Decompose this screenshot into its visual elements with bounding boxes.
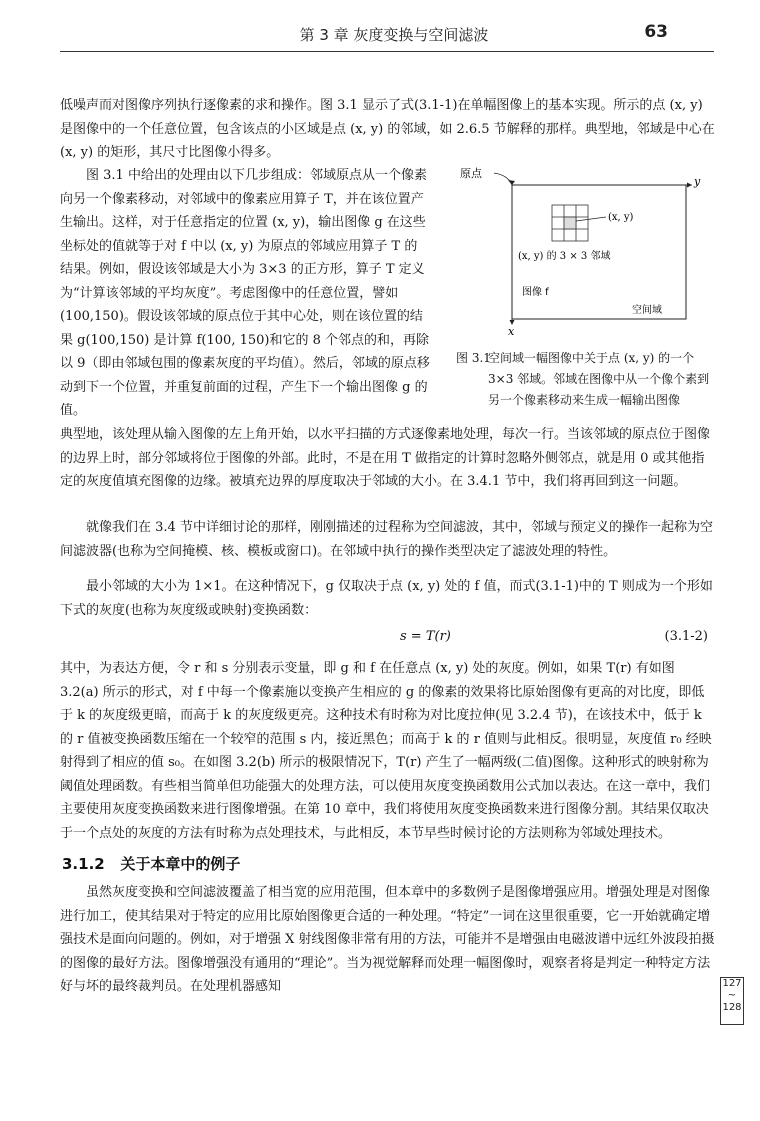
equation-formula: s = T(r) bbox=[400, 629, 451, 644]
caption-label: 图 3.1 bbox=[456, 351, 491, 365]
paragraph-1 bbox=[60, 94, 716, 165]
origin-label: 原点 bbox=[460, 167, 482, 180]
paragraph-4 bbox=[60, 575, 716, 622]
domain-label: 空间域 bbox=[632, 305, 662, 316]
chapter-title: 第 3 章 灰度变换与空间滤波 bbox=[299, 26, 489, 44]
paragraph-5-text: 其中，为表达方便，令 r 和 s 分别表示变量，即 g 和 f 在任意点 (x, y) 处的灰度。例如，如果 T(r) 有如图 3.2(a) 所示的形式，对 f 中每一个像素施以变换产生相应的 g 的像素的效果将比原始图像有更高的对比度，即低于 k 的灰度级更暗，而高于 k 的灰度级更亮。这种技术有时称为对比度拉伸(见 3.2.4 节)，在该技术中，低于 k 的 r 值被变换函数压缩在一个较窄的范围 s 内，接近黑色；而高于 k 的 r 值则与此相反。很明显，灰度值 r₀ 经映射得到了相应的值 s₀。在如图 3.2(b) 所示的极限情况下，T(r) 产生了一幅两级(二值)图像。这种形式的映射称为阈值处理函数。有些相当简单但功能强大的处理方法，可以使用灰度变换函数用公式加以表达。在这一章中，我们主要使用灰度变换函数来进行图像增强。在第 10 章中，我们将使用灰度变换函数来进行图像分割。其结果仅取决于一个点处的灰度的方法有时称为点处理技术，与此相反，本节早些时候讨论的方法则称为邻域处理技术。 bbox=[60, 661, 712, 841]
margin-page-bottom: 128 bbox=[722, 1002, 742, 1013]
paragraph-2a bbox=[60, 164, 430, 423]
paragraph-1-text: 低噪声而对图像序列执行逐像素的求和操作。图 3.1 显示了式(3.1-1)在单幅图像上的基本实现。所示的点 (x, y) 是图像中的一个任意位置，包含该点的小区域是点 (x, y) 的邻域，如 2.6.5 节解释的那样。典型地，邻域是中心在 (x, y) 的矩形，其尺寸比图像小得多。 bbox=[60, 98, 715, 160]
paragraph-2b bbox=[60, 423, 716, 494]
paragraph-2a-text: 图 3.1 中给出的处理由以下几步组成：邻域原点从一个像素向另一个像素移动，对邻域中的像素应用算子 T，并在该位置产生输出。这样，对于任意指定的位置 (x, y)，输出图像 g 在这些坐标处的值就等于对 f 中以 (x, y) 为原点的邻域应用算子 T 的结果。例如，假设该邻域是大小为 3×3 的正方形，算子 T 定义为“计算该邻域的平均灰度”。考虑图像中的任意位置，譬如 (100,150)。假设该邻域的原点位于其中心处，则在该位置的结果 g(100,150) 是计算 f(100, 150)和它的 8 个邻点的和，再除以 9（即由邻域包围的像素灰度的平均值）。然后，邻域的原点移动到下一个位置，并重复前面的过程，产生下一个输出图像 g 的值。 bbox=[60, 168, 430, 418]
image-label: 图像 f bbox=[522, 287, 549, 298]
paragraph-2b-text: 典型地，该处理从输入图像的左上角开始，以水平扫描的方式逐像素地处理，每次一行。当该邻域的原点位于图像的边界上时，部分邻域将位于图像的外部。此时，不是在用 T 做指定的计算时忽略外侧邻点，就是用 0 或其他指定的灰度值填充图像的边缘。被填充边界的厚度取决于邻域的大小。在 3.4.1 节中，我们将再回到这一问题。 bbox=[60, 427, 711, 489]
paragraph-6 bbox=[60, 881, 716, 999]
origin-arrowhead bbox=[508, 180, 515, 185]
paragraph-3 bbox=[60, 516, 716, 563]
neighborhood-grid bbox=[552, 205, 588, 241]
caption-text: 空间域一幅图像中关于点 (x, y) 的一个 3×3 邻域。邻域在图像中从一个像个素到另一个像素移动来生成一幅输出图像 bbox=[488, 351, 710, 407]
page-number: 63 bbox=[644, 22, 668, 42]
equation-3-1-2 bbox=[60, 627, 716, 651]
paragraph-5 bbox=[60, 657, 716, 845]
margin-page-separator: ~ bbox=[727, 990, 737, 1001]
y-axis-arrow bbox=[687, 183, 692, 188]
margin-page-reference bbox=[720, 977, 744, 1025]
section-heading bbox=[62, 853, 240, 874]
y-axis-label: y bbox=[694, 175, 701, 188]
section-number: 3.1.2 bbox=[62, 855, 105, 873]
paragraph-4-text: 最小邻域的大小为 1×1。在这种情况下，g 仅取决于点 (x, y) 处的 f 值，而式(3.1-1)中的 T 则成为一个形如下式的灰度(也称为灰度级或映射)变换函数： bbox=[60, 579, 713, 618]
x-axis-label: x bbox=[508, 325, 515, 338]
margin-page-top: 127 bbox=[722, 978, 742, 989]
figure-3-1-diagram bbox=[456, 161, 712, 361]
neighborhood-label: (x, y) 的 3 × 3 邻域 bbox=[518, 251, 611, 262]
section-title: 关于本章中的例子 bbox=[120, 855, 241, 873]
point-label: (x, y) bbox=[608, 212, 634, 223]
origin-arrow bbox=[494, 173, 512, 185]
paragraph-6-text: 虽然灰度变换和空间滤波覆盖了相当宽的应用范围，但本章中的多数例子是图像增强应用。增强处理是对图像进行加工，使其结果对于特定的应用比原始图像更合适的一种处理。“特定”一词在这里很重要，它一开始就确定增强技术是面向问题的。例如，对于增强 X 射线图像非常有用的方法，可能并不是增强由电磁波谱中远红外波段拍摄的图像的最好方法。图像增强没有通用的“理论”。当为视觉解释而处理一幅图像时，观察者将是判定一种特定方法好与坏的最终裁判员。在处理机器感知 bbox=[60, 885, 715, 994]
equation-number: (3.1-2) bbox=[664, 629, 708, 644]
header-rule bbox=[60, 51, 714, 52]
paragraph-3-text: 就像我们在 3.4 节中详细讨论的那样，刚刚描述的过程称为空间滤波，其中，邻域与预定义的操作一起称为空间滤波器(也称为空间掩模、核、模板或窗口)。在邻域中执行的操作类型决定了滤波处理的特性。 bbox=[60, 520, 713, 559]
point-pointer bbox=[576, 217, 606, 221]
